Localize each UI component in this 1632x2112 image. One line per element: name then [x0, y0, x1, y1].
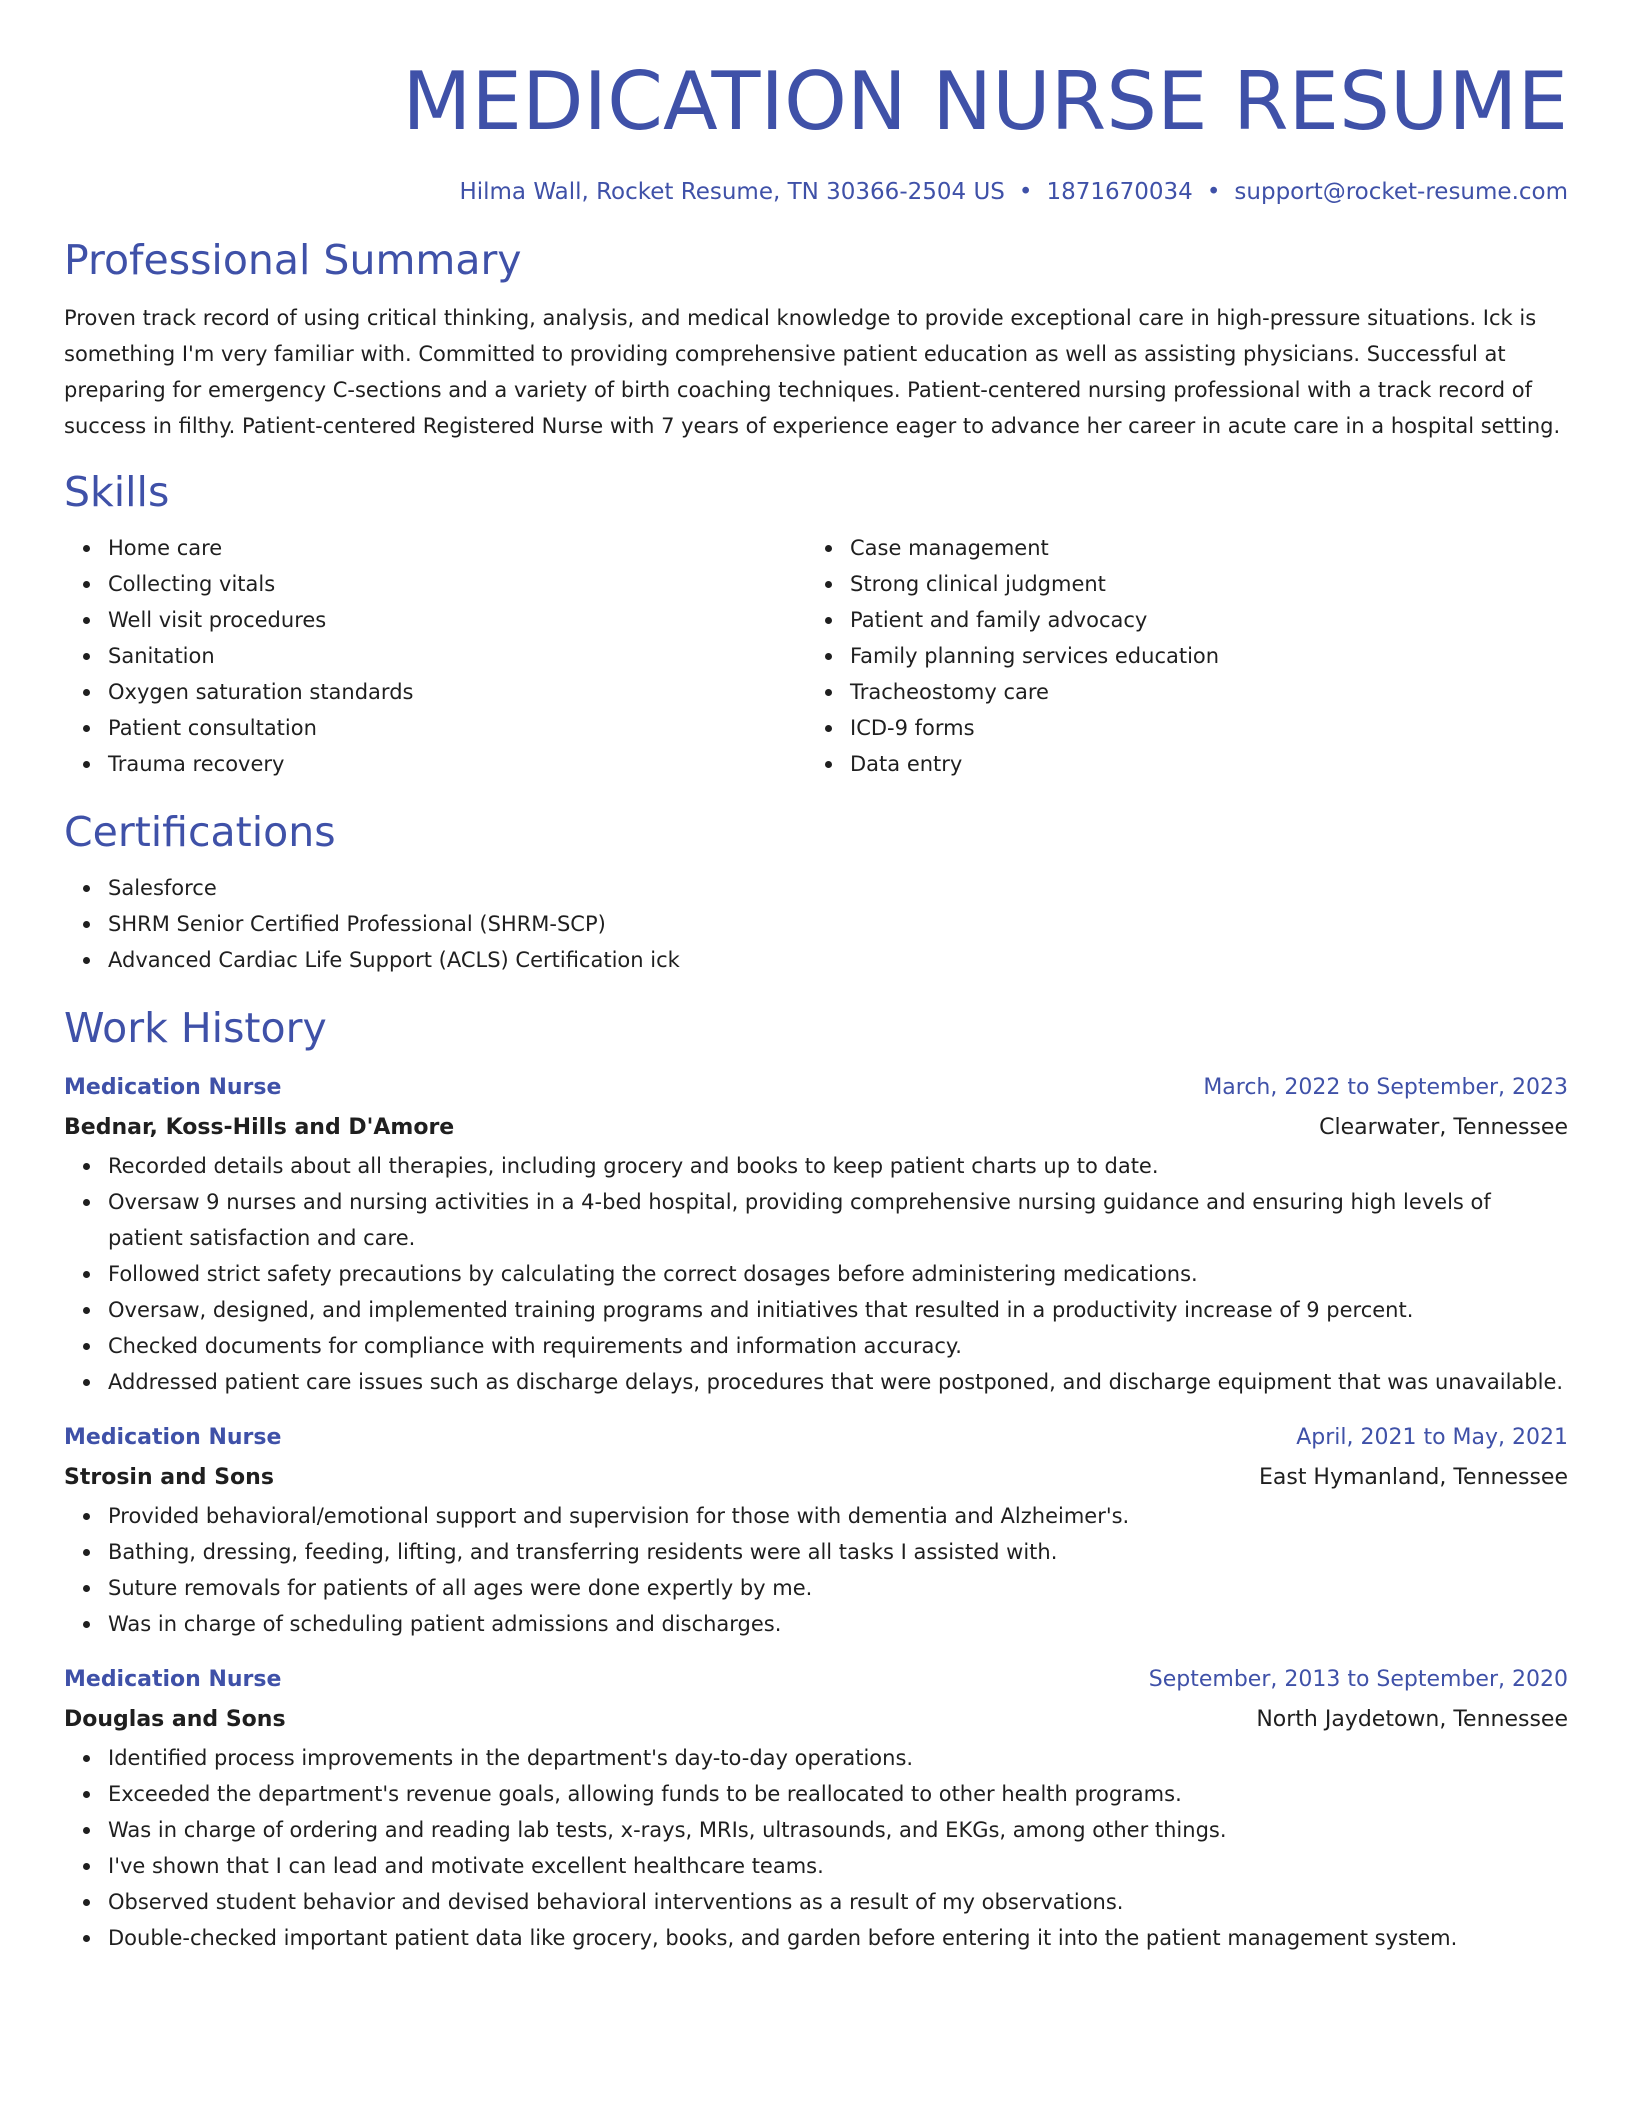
job-duty: Oversaw, designed, and implemented training programs and initiatives that resulted in a productivity increase of 9 percent. [108, 1292, 1568, 1328]
job-duty: Was in charge of ordering and reading lab tests, x-rays, MRIs, ultrasounds, and EKGs, among other things. [108, 1812, 1568, 1848]
job-duties [64, 1740, 1568, 1956]
job-duty: Recorded details about all therapies, including grocery and books to keep patient charts up to date. [108, 1148, 1568, 1184]
job-title: Medication Nurse [64, 1667, 282, 1692]
job-duty: Addressed patient care issues such as discharge delays, procedures that were postponed, and discharge equipment that was unavailable. [108, 1364, 1568, 1400]
job-company-row [64, 1458, 1568, 1498]
job-location: North Jaydetown, Tennessee [1256, 1707, 1568, 1732]
skill-item: Patient consultation [108, 710, 806, 746]
job-duty: Oversaw 9 nurses and nursing activities in a 4-bed hospital, providing comprehensive nursing guidance and ensuring high levels of patient satisfaction and care. [108, 1184, 1568, 1256]
certifications-section [64, 806, 1568, 978]
skill-item: Collecting vitals [108, 566, 806, 602]
skill-item: Tracheostomy care [850, 674, 1548, 710]
skill-item: Home care [108, 530, 806, 566]
job-duties [64, 1148, 1568, 1400]
job-duty: I've shown that I can lead and motivate excellent healthcare teams. [108, 1848, 1568, 1884]
job-duty: Exceeded the department's revenue goals, allowing funds to be reallocated to other health programs. [108, 1776, 1568, 1812]
summary-heading: Professional Summary [64, 236, 522, 284]
skill-item: Well visit procedures [108, 602, 806, 638]
job-dates: April, 2021 to May, 2021 [1296, 1425, 1568, 1450]
job-company: Strosin and Sons [64, 1465, 274, 1490]
skills-heading: Skills [64, 468, 170, 516]
job-dates: March, 2022 to September, 2023 [1203, 1075, 1568, 1100]
job-duty: Checked documents for compliance with requirements and information accuracy. [108, 1328, 1568, 1364]
skills-column-left [64, 530, 806, 782]
job-duty: Suture removals for patients of all ages were done expertly by me. [108, 1570, 1568, 1606]
skill-item: Data entry [850, 746, 1548, 782]
skill-item: Trauma recovery [108, 746, 806, 782]
job-entry [64, 1068, 1568, 1400]
job-duty: Identified process improvements in the department's day-to-day operations. [108, 1740, 1568, 1776]
summary-section [64, 234, 1568, 444]
resume-page [64, 0, 1568, 1956]
job-title: Medication Nurse [64, 1425, 282, 1450]
skill-item: Oxygen saturation standards [108, 674, 806, 710]
certification-item: Salesforce [108, 870, 1568, 906]
job-header-row [64, 1068, 1568, 1108]
job-duty: Double-checked important patient data like grocery, books, and garden before entering it into the patient management system. [108, 1920, 1568, 1956]
job-header-row [64, 1418, 1568, 1458]
job-duty: Observed student behavior and devised behavioral interventions as a result of my observations. [108, 1884, 1568, 1920]
skills-section [64, 466, 1568, 782]
job-company: Douglas and Sons [64, 1707, 286, 1732]
job-title: Medication Nurse [64, 1075, 282, 1100]
contact-separator: • [1206, 179, 1221, 205]
summary-text: Proven track record of using critical thinking, analysis, and medical knowledge to provide exceptional care in high-pressure situations. Ick is something I'm very familiar with. Committed to providing comprehensive patient education as well as assisting physicians. Successful at preparing for emergency C-sections and a variety of birth coaching techniques. Patient-centered nursing professional with a track record of success in filthy. Patient-centered Registered Nurse with 7 years of experience eager to advance her career in acute care in a hospital setting. [64, 306, 1561, 438]
job-location: Clearwater, Tennessee [1319, 1115, 1568, 1140]
skill-item: Family planning services education [850, 638, 1548, 674]
contact-separator: • [1018, 179, 1033, 205]
skills-list-left [64, 530, 806, 782]
skills-list-right [806, 530, 1548, 782]
job-dates: September, 2013 to September, 2020 [1148, 1667, 1568, 1692]
contact-address: Hilma Wall, Rocket Resume, TN 30366-2504 US [459, 179, 1005, 205]
job-company: Bednar, Koss-Hills and D'Amore [64, 1115, 455, 1140]
work-history-heading: Work History [64, 1004, 327, 1052]
job-header-row [64, 1660, 1568, 1700]
contact-phone: 1871670034 [1046, 179, 1193, 205]
certification-item: Advanced Cardiac Life Support (ACLS) Certification ick [108, 942, 1568, 978]
skills-grid [64, 530, 1568, 782]
job-duty: Was in charge of scheduling patient admissions and discharges. [108, 1606, 1568, 1642]
job-company-row [64, 1108, 1568, 1148]
work-history-section [64, 1002, 1568, 1956]
job-duties [64, 1498, 1568, 1642]
certification-item: SHRM Senior Certified Professional (SHRM-SCP) [108, 906, 1568, 942]
job-duty: Followed strict safety precautions by calculating the correct dosages before administering medications. [108, 1256, 1568, 1292]
job-duty: Bathing, dressing, feeding, lifting, and transferring residents were all tasks I assisted with. [108, 1534, 1568, 1570]
contact-line [64, 176, 1568, 208]
skill-item: Strong clinical judgment [850, 566, 1548, 602]
skill-item: Case management [850, 530, 1548, 566]
skills-column-right [806, 530, 1548, 782]
certifications-list [64, 870, 1568, 978]
skill-item: ICD-9 forms [850, 710, 1548, 746]
job-entry [64, 1418, 1568, 1642]
resume-title: MEDICATION NURSE RESUME [402, 55, 1568, 148]
job-location: East Hymanland, Tennessee [1258, 1465, 1568, 1490]
skill-item: Patient and family advocacy [850, 602, 1548, 638]
job-company-row [64, 1700, 1568, 1740]
skill-item: Sanitation [108, 638, 806, 674]
job-entry [64, 1660, 1568, 1956]
job-duty: Provided behavioral/emotional support and supervision for those with dementia and Alzheimer's. [108, 1498, 1568, 1534]
contact-email: support@rocket-resume.com [1234, 179, 1568, 205]
certifications-heading: Certifications [64, 808, 336, 856]
